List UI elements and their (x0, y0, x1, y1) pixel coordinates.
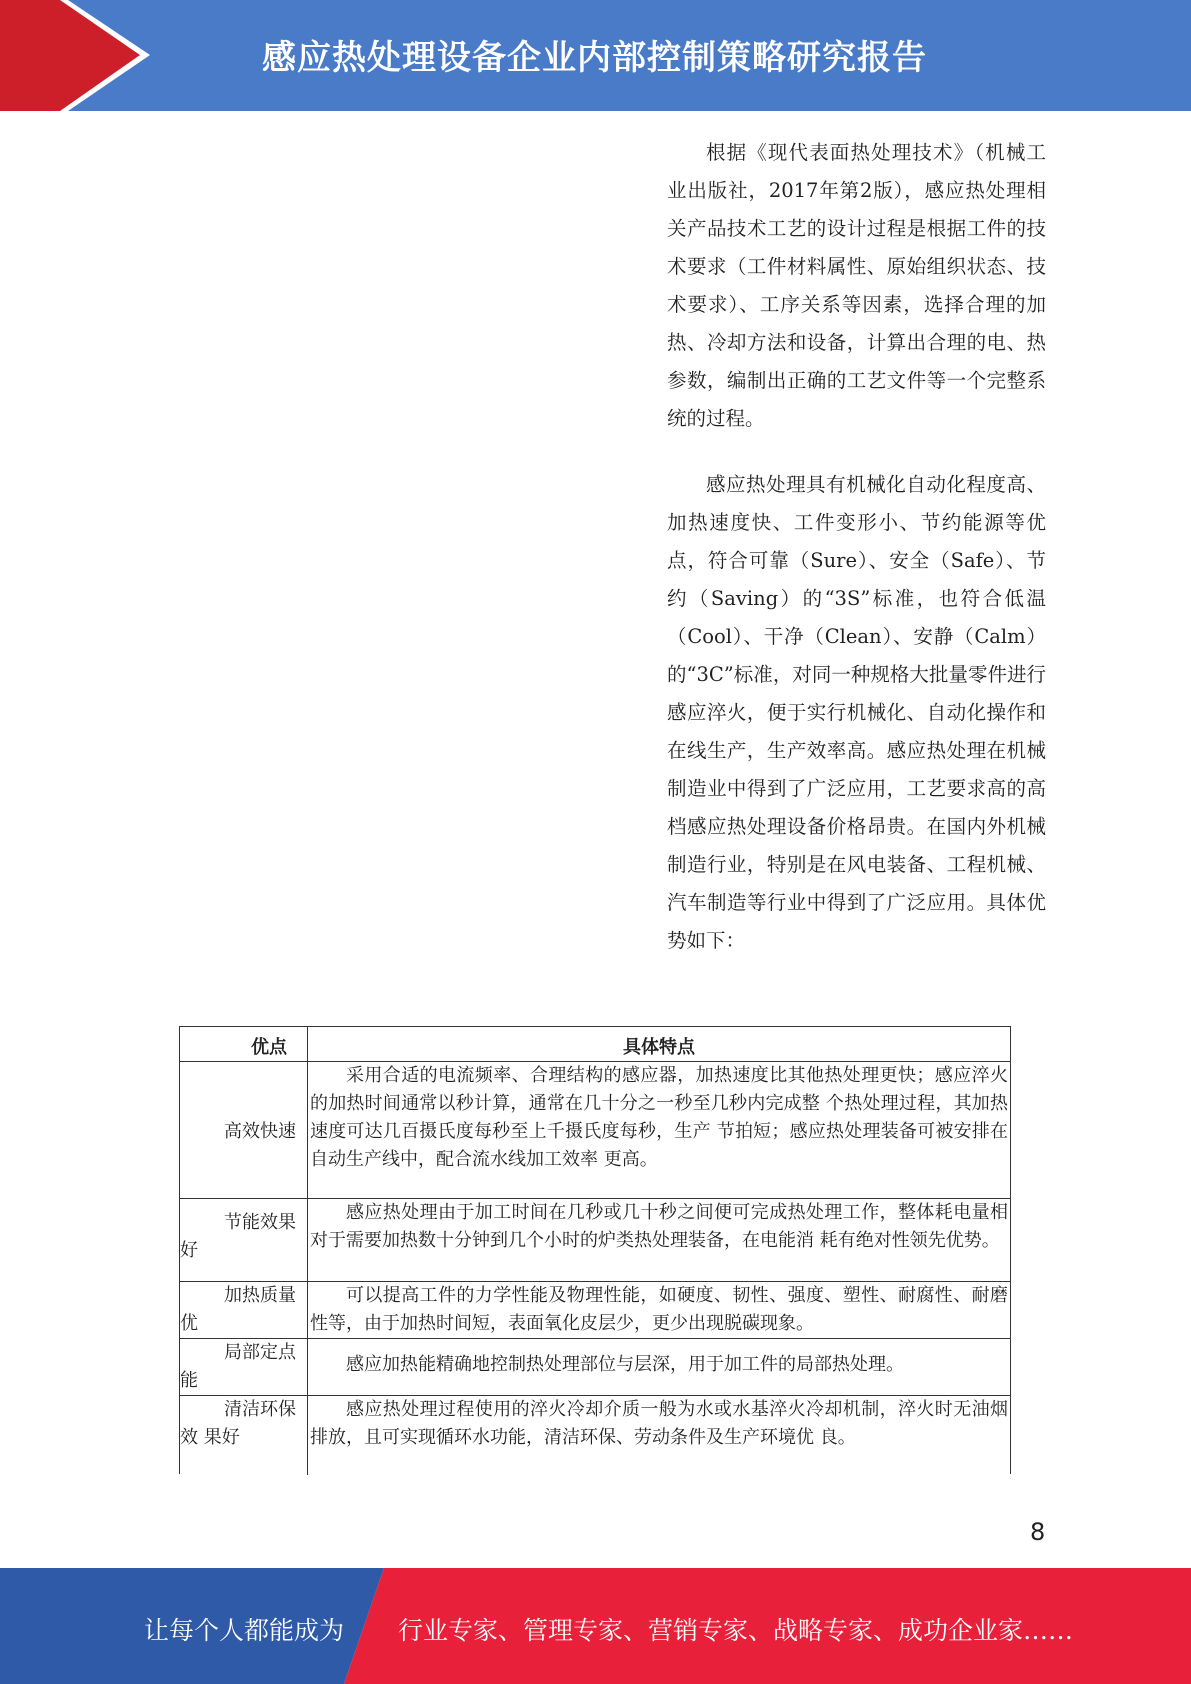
table-header-cell: 具体特点 (623, 1037, 695, 1058)
detail-text: 可以提高工件的力学性能及物理性能，如硬度、韧性、强度、塑性、耐腐性、耐磨性等，由于加热时间短，表面氧化皮层少，更少出现脱碳现象。 (310, 1285, 1008, 1334)
advantage-label: 高效快速 (224, 1121, 296, 1142)
detail-cell (308, 1199, 1010, 1281)
detail-cell (308, 1282, 1010, 1338)
advantage-cell (180, 1339, 308, 1395)
table-row (180, 1282, 1010, 1339)
report-title: 感应热处理设备企业内部控制策略研究报告 (262, 38, 927, 78)
advantage-cell (180, 1396, 308, 1475)
advantage-label: 加热质量优 (180, 1285, 296, 1334)
page-number: 8 (1030, 1518, 1046, 1546)
advantage-label: 局部定点能 (180, 1342, 296, 1391)
table-row (180, 1199, 1010, 1282)
detail-text: 采用合适的电流频率、合理结构的感应器，加热速度比其他热处理更快；感应淬火的加热时间通常以秒计算，通常在几十分之一秒至几秒内完成整 个热处理过程，其加热速度可达几百摄氏度每秒至上千摄氏度每秒，生产 节拍短；感应热处理装备可被安排在自动生产线中，配合流水线加工效率 更高。 (310, 1065, 1008, 1170)
table-row (180, 1062, 1010, 1199)
detail-cell (308, 1339, 1010, 1395)
table-header-row (180, 1027, 1010, 1062)
advantage-label: 清洁环保效 果好 (180, 1399, 296, 1448)
paragraph: 感应热处理具有机械化自动化程度高、加热速度快、工件变形小、节约能源等优点，符合可靠（Sure）、安全（Safe）、节约（Saving）的“3S”标准，也符合低温（Cool）、干净（Clean）、安静（Calm）的“3C”标准，对同一种规格大批量零件进行感应淬火，便于实行机械化、自动化操作和在线生产，生产效率高。感应热处理在机械制造业中得到了广泛应用，工艺要求高的高档感应热处理设备价格昂贵。在国内外机械制造行业，特别是在风电装备、工程机械、汽车制造等行业中得到了广泛应用。具体优势如下： (667, 473, 1046, 952)
page-footer (0, 1568, 1191, 1684)
page-header (0, 0, 1191, 111)
detail-text: 感应热处理过程使用的淬火冷却介质一般为水或水基淬火冷却机制，淬火时无油烟排放，且可实现循环水功能，清洁环保、劳动条件及生产环境优 良。 (310, 1399, 1008, 1448)
table-row (180, 1339, 1010, 1396)
advantage-cell (180, 1282, 308, 1338)
table-header-cell: 优点 (180, 1027, 308, 1061)
detail-text: 感应加热能精确地控制热处理部位与层深，用于加工件的局部热处理。 (346, 1354, 904, 1375)
advantages-table (179, 1026, 1011, 1474)
detail-text: 感应热处理由于加工时间在几秒或几十秒之间便可完成热处理工作，整体耗电量相对于需要加热数十分钟到几个小时的炉类热处理装备，在电能消 耗有绝对性领先优势。 (310, 1202, 1008, 1251)
footer-slogan-left: 让每个人都能成为 (144, 1616, 345, 1645)
body-text (667, 134, 1046, 960)
advantage-cell (180, 1199, 308, 1281)
detail-cell (308, 1396, 1010, 1475)
paragraph: 根据《现代表面热处理技术》（机械工业出版社，2017年第2版），感应热处理相关产品技术工艺的设计过程是根据工件的技术要求（工件材料属性、原始组织状态、技术要求）、工序关系等因素，选择合理的加热、冷却方法和设备，计算出合理的电、热参数，编制出正确的工艺文件等一个完整系统的过程。 (667, 141, 1046, 430)
advantage-cell (180, 1062, 308, 1198)
table-row (180, 1396, 1010, 1475)
detail-cell (308, 1062, 1010, 1198)
footer-slogan-right: 行业专家、管理专家、营销专家、战略专家、成功企业家…… (398, 1616, 1074, 1645)
advantage-label: 节能效果好 (180, 1212, 296, 1261)
header-arrow-icon (0, 0, 160, 111)
